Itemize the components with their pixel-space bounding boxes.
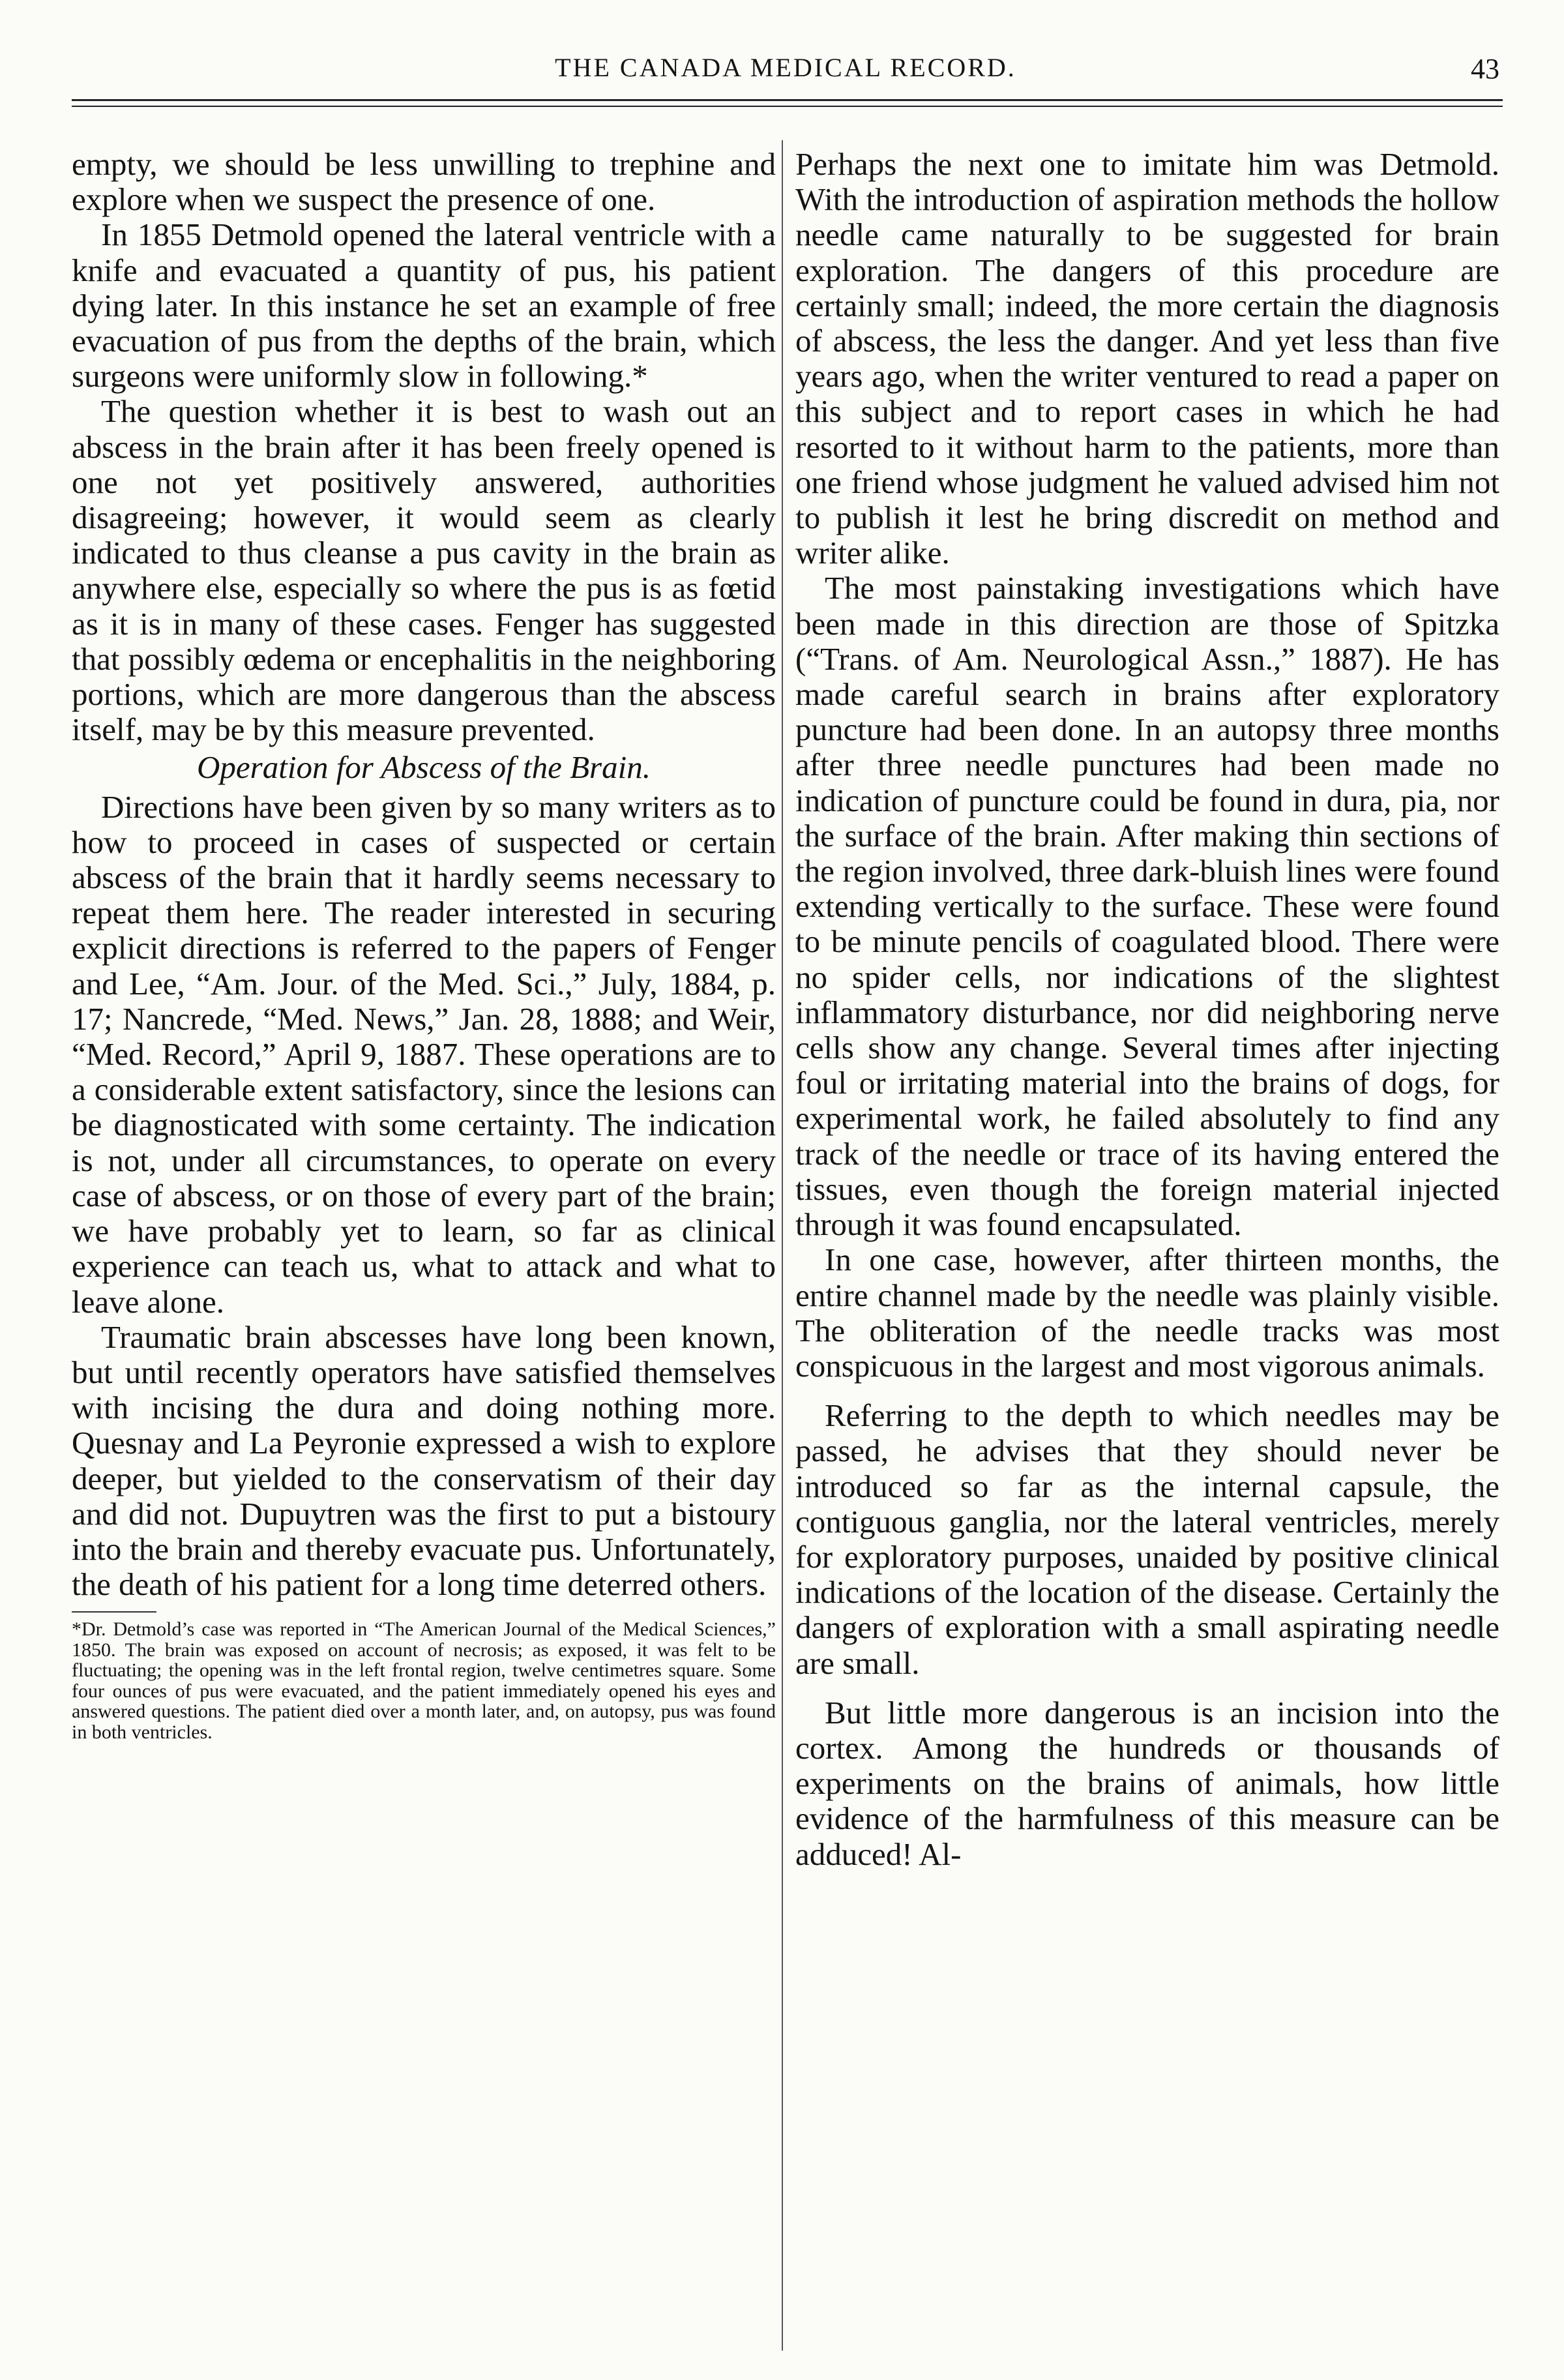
right-column: [795, 147, 1499, 1872]
footnote: *Dr. Detmold’s case was reported in “The American Journal of the Medical Sciences,” 1850. The brain was exposed on account of necrosis; as exposed, it was felt to be fluctuating; the opening was in the left frontal region, twelve centimetres square. Some four ounces of pus were evacuated, and the patient immediately opened his eyes and answered questions. The patient died over a month later, and, on autopsy, pus was found in both ventricles.: [72, 1618, 776, 1743]
paragraph: The question whether it is best to wash out an abscess in the brain after it has been freely opened is one not yet positively answered, authorities disagreeing; however, it would seem as clearly indicated to thus cleanse a pus cavity in the brain as anywhere else, especially so where the pus is as fœtid as it is in many of these cases. Fenger has suggested that possibly œdema or encephalitis in the neighboring portions, which are more dangerous than the abscess itself, may be by this measure prevented.: [72, 393, 776, 748]
paragraph: Directions have been given by so many writers as to how to proceed in cases of suspected or certain abscess of the brain that it hardly seems necessary to repeat them here. The reader interested in securing explicit directions is referred to the papers of Fenger and Lee, “Am. Jour. of the Med. Sci.,” July, 1884, p. 17; Nancrede, “Med. News,” Jan. 28, 1888; and Weir, “Med. Record,” April 9, 1887. These operations are to a considerable extent satisfactory, since the lesions can be diagnosticated with some certainty. The indication is not, under all circumstances, to operate on every case of abscess, or on those of every part of the brain; we have probably yet to learn, so far as clinical experience can teach us, what to attack and what to leave alone.: [72, 788, 776, 1320]
paragraph: Referring to the depth to which needles may be passed, he advises that they should never be introduced so far as the internal capsule, the contiguous ganglia, nor the lateral ventricles, merely for exploratory purposes, unaided by positive clinical indications of the location of the disease. Certainly the dangers of exploration with a small aspirating needle are small.: [795, 1397, 1499, 1681]
paragraph: empty, we should be less unwilling to trephine and explore when we suspect the presence of one.: [72, 146, 776, 218]
paragraph: In 1855 Detmold opened the lateral ventricle with a knife and evacuated a quantity of pus, his patient dying later. In this instance he set an example of free evacuation of pus from the depths of the brain, which surgeons were uniformly slow in following.*: [72, 216, 776, 394]
running-header: [72, 52, 1499, 91]
section-heading: Operation for Abscess of the Brain.: [197, 749, 651, 786]
page-number: 43: [1471, 53, 1499, 85]
paragraph: But little more dangerous is an incision into the cortex. Among the hundreds or thousands of experiments on the brains of animals, how little evidence of the harmfulness of this measure can be adduced! Al-: [795, 1694, 1499, 1872]
paragraph: The most painstaking investigations which have been made in this direction are those of Spitzka (“Trans. of Am. Neurological Assn.,” 1887). He has made careful search in brains after exploratory puncture had been done. In an autopsy three months after three needle punctures had been made no indication of puncture could be found in dura, pia, nor the surface of the brain. After making thin sections of the region involved, three dark-bluish lines were found extending vertically to the surface. These were found to be minute pencils of coagulated blood. There were no spider cells, nor indications of the slightest inflammatory disturbance, nor did neighboring nerve cells show any change. Several times after injecting foul or irritating material into the brains of dogs, for experimental work, he failed absolutely to find any track of the needle or trace of its having entered the tissues, even though the foreign material injected through it was found encapsulated.: [795, 570, 1499, 1243]
paragraph: In one case, however, after thirteen months, the entire channel made by the needle was plainly visible. The obliteration of the needle tracks was most conspicuous in the largest and most vigorous animals.: [795, 1242, 1499, 1384]
header-rule: [72, 99, 1503, 101]
column-divider: [782, 140, 783, 2351]
journal-title: THE CANADA MEDICAL RECORD.: [555, 53, 1016, 82]
header-rule-thin: [72, 106, 1503, 107]
footnote-rule: [72, 1611, 156, 1613]
left-column: [72, 147, 776, 1742]
paragraph: Perhaps the next one to imitate him was Detmold. With the introduction of aspiration methods the hollow needle came naturally to be suggested for brain exploration. The dangers of this procedure are certainly small; indeed, the more certain the diagnosis of abscess, the less the danger. And yet less than five years ago, when the writer ventured to read a paper on this subject and to report cases in which he had resorted to it without harm to the patients, more than one friend whose judgment he valued advised him not to publish it lest he bring discredit on method and writer alike.: [795, 146, 1499, 571]
paragraph: Traumatic brain abscesses have long been known, but until recently operators have satisfied themselves with incising the dura and doing nothing more. Quesnay and La Peyronie expressed a wish to explore deeper, but yielded to the conservatism of their day and did not. Dupuytren was the first to put a bistoury into the brain and thereby evacuate pus. Unfortunately, the death of his patient for a long time deterred others.: [72, 1318, 776, 1603]
